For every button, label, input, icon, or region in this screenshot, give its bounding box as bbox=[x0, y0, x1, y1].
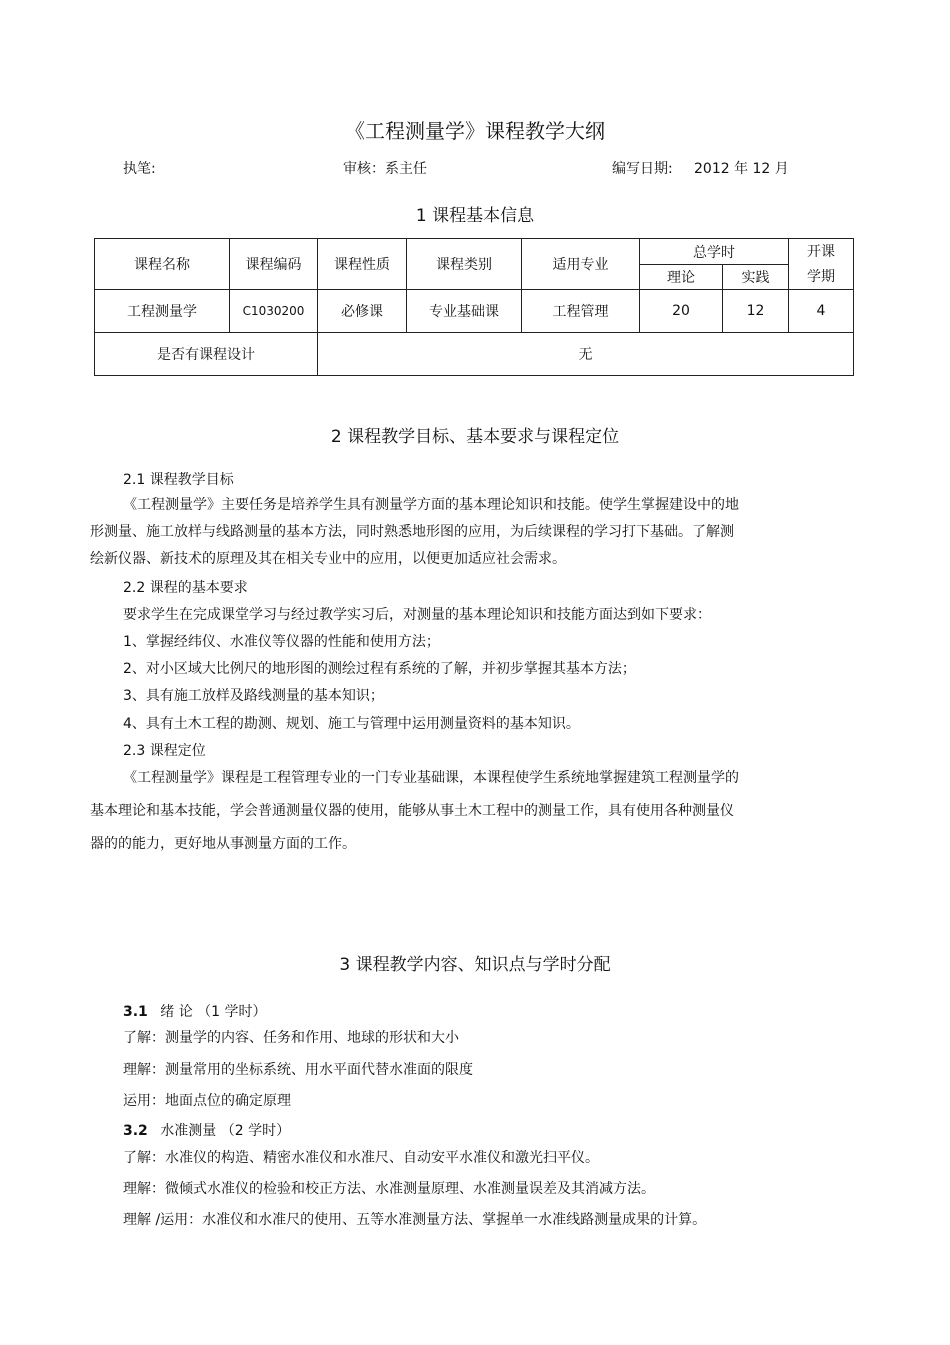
header-course-nature: 课程性质 bbox=[318, 239, 407, 290]
header-term-line2: 学期 bbox=[807, 269, 835, 285]
section-3-1-title: 绪 论 （1 学时） bbox=[160, 1004, 267, 1020]
knowledge-line: 运用：地面点位的确定原理 bbox=[123, 1093, 291, 1109]
section-3-2-number: 3.2 bbox=[123, 1123, 148, 1139]
section-3-2-title: 水准测量 （2 学时） bbox=[160, 1123, 291, 1139]
course-design-value: 无 bbox=[318, 333, 854, 376]
requirement-item: 3、具有施工放样及路线测量的基本知识； bbox=[123, 688, 384, 704]
header-course-name: 课程名称 bbox=[95, 239, 230, 290]
requirement-item: 2、对小区域大比例尺的地形图的测绘过程有系统的了解，并初步掌握其基本方法； bbox=[123, 661, 636, 677]
knowledge-line: 理解：测量常用的坐标系统、用水平面代替水准面的限度 bbox=[123, 1062, 473, 1078]
cell-major: 工程管理 bbox=[522, 290, 640, 333]
section-2-2-intro: 要求学生在完成课堂学习与经过教学实习后，对测量的基本理论知识和技能方面达到如下要求： bbox=[123, 607, 711, 623]
cell-term: 4 bbox=[789, 290, 854, 333]
header-total-hours: 总学时 bbox=[640, 239, 789, 265]
header-course-category: 课程类别 bbox=[407, 239, 522, 290]
knowledge-line: 了解：水准仪的构造、精密水准仪和水准尺、自动安平水准仪和激光扫平仪。 bbox=[123, 1150, 599, 1166]
knowledge-line: 理解 /运用：水准仪和水准尺的使用、五等水准测量方法、掌握单一水准线路测量成果的计算。 bbox=[123, 1212, 707, 1228]
header-practice: 实践 bbox=[723, 265, 789, 290]
cell-course-name: 工程测量学 bbox=[95, 290, 230, 333]
section1-heading: 1 课程基本信息 bbox=[415, 206, 535, 226]
section-2-1-line: 形测量、施工放样与线路测量的基本方法，同时熟悉地形图的应用，为后续课程的学习打下基础。了解测 bbox=[90, 524, 734, 540]
header-term bbox=[789, 239, 854, 290]
course-design-label: 是否有课程设计 bbox=[95, 333, 318, 376]
requirement-item: 4、具有土木工程的勘测、规划、施工与管理中运用测量资料的基本知识。 bbox=[123, 716, 580, 732]
header-theory: 理论 bbox=[640, 265, 723, 290]
section-2-3-line: 器的的能力，更好地从事测量方面的工作。 bbox=[90, 836, 356, 852]
header-major: 适用专业 bbox=[522, 239, 640, 290]
section-2-3-title: 2.3 课程定位 bbox=[123, 743, 206, 759]
date-value: 2012 年 12 月 bbox=[694, 161, 789, 177]
header-course-code: 课程编码 bbox=[230, 239, 318, 290]
section-3-1-number: 3.1 bbox=[123, 1004, 148, 1020]
section3-heading: 3 课程教学内容、知识点与学时分配 bbox=[339, 955, 611, 975]
cell-course-nature: 必修课 bbox=[318, 290, 407, 333]
cell-practice-hours: 12 bbox=[723, 290, 789, 333]
header-term-line1: 开课 bbox=[807, 244, 835, 260]
requirement-item: 1、掌握经纬仪、水准仪等仪器的性能和使用方法； bbox=[123, 634, 440, 650]
section2-heading: 2 课程教学目标、基本要求与课程定位 bbox=[330, 427, 620, 447]
section-2-1-line: 《工程测量学》主要任务是培养学生具有测量学方面的基本理论知识和技能。使学生掌握建设中的地 bbox=[123, 497, 739, 513]
course-info-table bbox=[94, 238, 854, 376]
date-label: 编写日期: bbox=[612, 161, 673, 177]
knowledge-line: 了解：测量学的内容、任务和作用、地球的形状和大小 bbox=[123, 1030, 459, 1046]
cell-course-code: C1030200 bbox=[230, 290, 318, 333]
knowledge-line: 理解：微倾式水准仪的检验和校正方法、水准测量原理、水准测量误差及其消减方法。 bbox=[123, 1181, 655, 1197]
section-2-2-title: 2.2 课程的基本要求 bbox=[123, 580, 248, 596]
section-2-1-line: 绘新仪器、新技术的原理及其在相关专业中的应用，以便更加适应社会需求。 bbox=[90, 551, 566, 567]
section-2-1-title: 2.1 课程教学目标 bbox=[123, 472, 234, 488]
author-label: 执笔: bbox=[123, 161, 156, 177]
section-3-2-heading bbox=[123, 1121, 290, 1141]
cell-theory-hours: 20 bbox=[640, 290, 723, 333]
document-title: 《工程测量学》课程教学大纲 bbox=[345, 119, 605, 143]
section-2-3-line: 《工程测量学》课程是工程管理专业的一门专业基础课，本课程使学生系统地掌握建筑工程测量学的 bbox=[123, 770, 739, 786]
section-2-3-line: 基本理论和基本技能，学会普通测量仪器的使用，能够从事土木工程中的测量工作，具有使用各种测量仪 bbox=[90, 803, 734, 819]
reviewer-label: 审核：系主任 bbox=[343, 161, 427, 177]
section-3-1-heading bbox=[123, 1002, 267, 1022]
cell-course-category: 专业基础课 bbox=[407, 290, 522, 333]
